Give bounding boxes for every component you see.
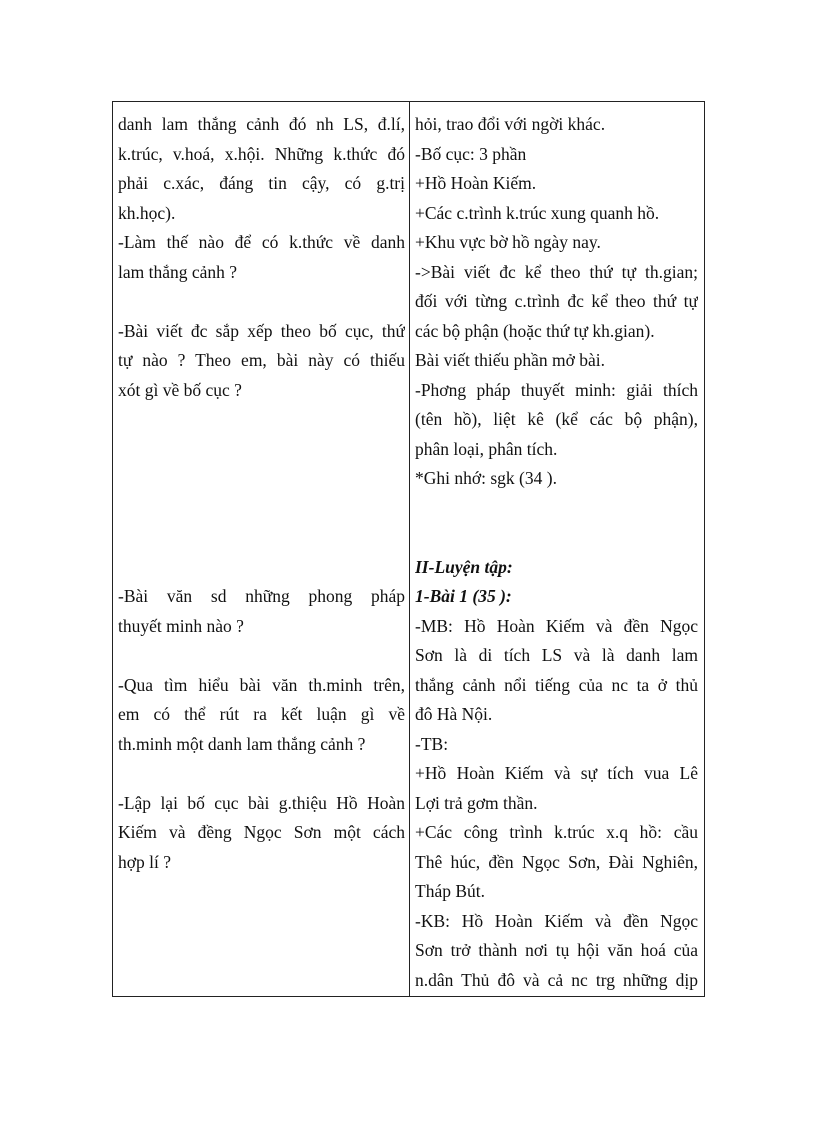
question-text-line: -Qua tìm hiểu bài văn th.minh trên, [118, 674, 405, 695]
question-spacer [118, 759, 405, 789]
question-spacer [118, 435, 405, 465]
answer-text-line: +Khu vực bờ hồ ngày nay. [415, 232, 601, 252]
question-text-line: Kiếm và đềng Ngọc Sơn một cách [118, 822, 405, 842]
answer-text-line: Thê húc, đền Ngọc Sơn, Đài Nghiên, [415, 851, 698, 872]
answer-text-line: +Các công trình k.trúc x.q hồ: cầu [415, 822, 698, 842]
question-text-line: kh.học). [118, 202, 176, 223]
answer-text-line: các bộ phận (hoặc thứ tự kh.gian). [415, 320, 655, 341]
question-column [113, 102, 410, 996]
answer-text-line: -TB: [415, 733, 449, 754]
question-text-line: em có thể rút ra kết luận gì về [118, 704, 405, 724]
question-spacer [118, 405, 405, 435]
question-text-line: lam thắng cảnh ? [118, 261, 238, 282]
answer-text-line: *Ghi nhớ: sgk (34 ). [415, 468, 557, 488]
question-text-line: phải c.xác, đáng tin cậy, có g.trị [118, 173, 405, 193]
question-text-line: -Lập lại bố cục bài g.thiệu Hồ Hoàn [118, 792, 405, 813]
question-spacer [118, 523, 405, 553]
answer-text-line: thắng cảnh nổi tiếng của nc ta ở thủ [415, 674, 698, 695]
question-spacer [118, 641, 405, 671]
answer-text-line: đô Hà Nội. [415, 704, 493, 724]
answer-text-line: hỏi, trao đổi với ngời khác. [415, 114, 606, 134]
answer-text-line: Sơn là di tích LS và là danh lam [415, 645, 698, 665]
answer-text-line: Tháp Bút. [415, 881, 485, 901]
answer-heading: 1-Bài 1 (35 ): [415, 586, 512, 606]
question-text-line: th.minh một danh lam thắng cảnh ? [118, 733, 366, 754]
answer-column [410, 102, 704, 996]
question-text-line: tự nào ? Theo em, bài này có thiếu [118, 350, 405, 370]
answer-text-line: +Hồ Hoàn Kiếm và sự tích vua Lê [415, 763, 698, 783]
question-text-line: -Bài viết đc sắp xếp theo bố cục, thứ [118, 320, 405, 341]
question-text-line: thuyết minh nào ? [118, 615, 244, 636]
answer-heading: II-Luyện tập: [415, 556, 513, 577]
answer-text-line: +Các c.trình k.trúc xung quanh hồ. [415, 202, 660, 223]
answer-text-line: ->Bài viết đc kể theo thứ tự th.gian; [415, 261, 698, 282]
question-spacer [118, 494, 405, 524]
question-spacer [118, 464, 405, 494]
question-spacer [118, 287, 405, 317]
answer-text-line: -Phơng pháp thuyết minh: giải thích [415, 379, 698, 400]
question-spacer [118, 553, 405, 583]
answer-text-line: Lợi trả gơm thần. [415, 792, 538, 813]
answer-text-line: Sơn trở thành nơi tụ hội văn hoá của [415, 940, 698, 960]
question-text-line: -Làm thế nào để có k.thức về danh [118, 232, 405, 252]
question-text-line: hợp lí ? [118, 851, 171, 872]
answer-text-line: -MB: Hồ Hoàn Kiếm và đền Ngọc [415, 615, 698, 636]
question-text-line: xót gì về bố cục ? [118, 379, 242, 400]
answer-text-line: -KB: Hồ Hoàn Kiếm và đền Ngọc [415, 910, 698, 931]
answer-text-line: Bài viết thiếu phần mở bài. [415, 350, 606, 370]
answer-text-line: phân loại, phân tích. [415, 438, 558, 459]
question-text-line: danh lam thắng cảnh đó nh LS, đ.lí, [118, 114, 405, 134]
answer-text-line: -Bố cục: 3 phần [415, 143, 527, 164]
question-text-line: -Bài văn sd những phong pháp [118, 586, 405, 606]
answer-text-line: đối với từng c.trình đc kể theo thứ tự [415, 291, 698, 311]
answer-text-line: +Hồ Hoàn Kiếm. [415, 173, 537, 193]
answer-spacer [415, 523, 698, 553]
answer-text-line: (tên hồ), liệt kê (kể các bộ phận), [415, 409, 698, 429]
lesson-table [112, 101, 705, 997]
answer-text-line: n.dân Thủ đô và cả nc trg những dịp [415, 969, 698, 990]
question-text-line: k.trúc, v.hoá, x.hội. Những k.thức đó [118, 143, 405, 164]
answer-spacer [415, 494, 698, 524]
